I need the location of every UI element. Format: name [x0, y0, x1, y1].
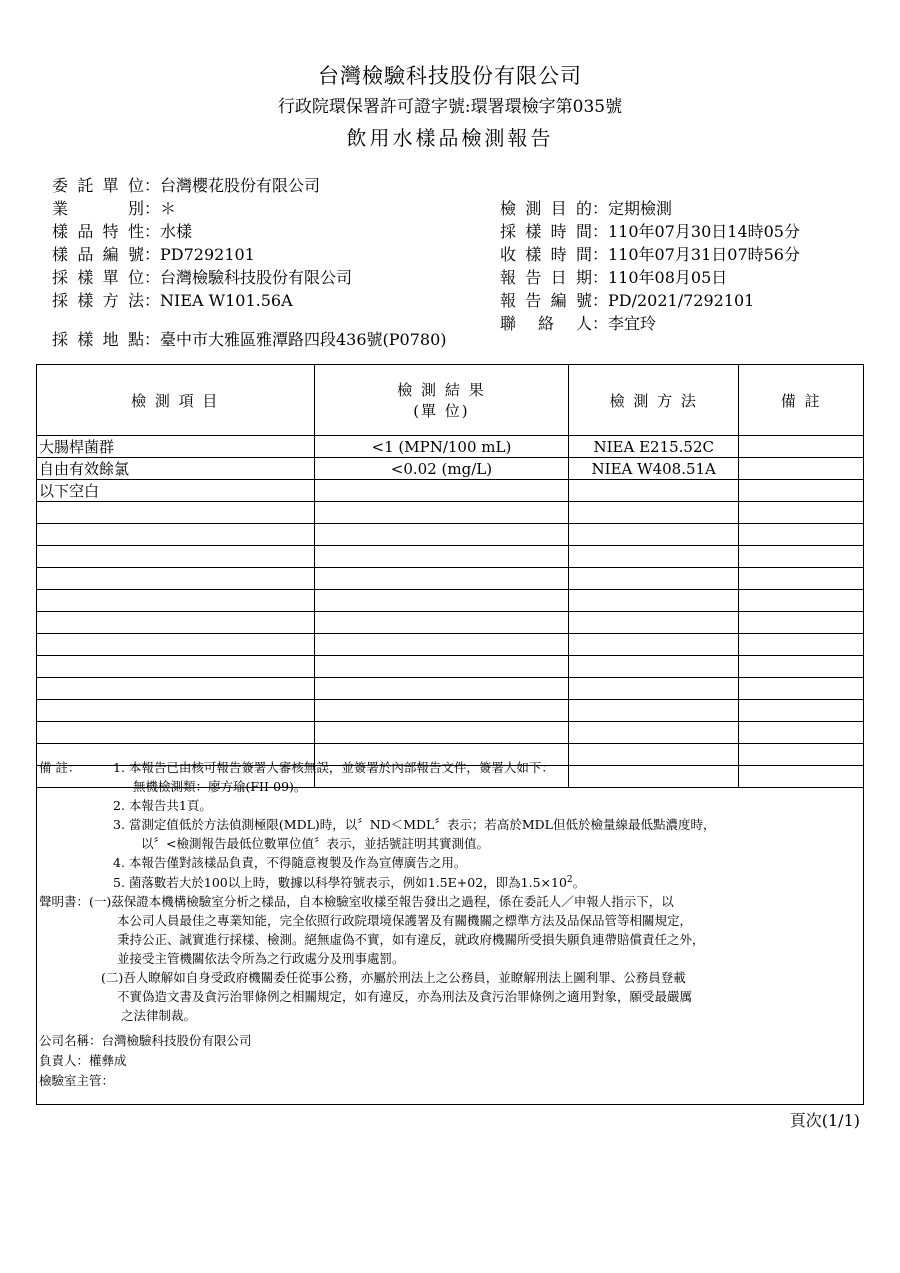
info-value: 110年07月31日07時56分 [608, 245, 800, 264]
info-label: 報告編號 [500, 291, 592, 310]
header-remark: 備 註 [739, 365, 864, 436]
declaration-1b: 本公司人員最佳之專業知能，完全依照行政院環境保護署及有關機關之標準方法及品保品管等相關規定， [117, 913, 693, 928]
info-value: 水樣 [160, 222, 193, 241]
owner-line: 負責人：權彝成 [39, 1053, 127, 1068]
info-value: ＊ [160, 199, 177, 218]
cell-method: NIEA W408.51A [569, 458, 739, 480]
info-value: 定期檢測 [608, 199, 673, 218]
company-name: 台灣檢驗科技股份有限公司 [318, 64, 582, 88]
info-value: 臺中市大雅區雅潭路四段436號(P0780) [160, 330, 447, 349]
info-row-received-time: 收樣時間：110年07月31日07時56分 [500, 245, 800, 264]
info-value: 110年07月30日14時05分 [608, 222, 800, 241]
note-3: 3. 當測定值低於方法偵測極限(MDL)時，以〞ND＜MDL〞表示；若高於MDL但低於檢量線最低點濃度時， [113, 817, 716, 832]
report-title: 飲用水樣品檢測報告 [346, 126, 554, 150]
table-row-empty [37, 722, 864, 744]
results-table [36, 364, 864, 788]
table-row-empty [37, 700, 864, 722]
info-value: 台灣櫻花股份有限公司 [160, 176, 321, 195]
cell-item: 以下空白 [37, 480, 315, 502]
table-row-empty [37, 568, 864, 590]
cell-remark [739, 480, 864, 502]
info-label: 報告日期 [500, 268, 592, 287]
table-row-empty [37, 634, 864, 656]
info-row-method: 採樣方法：NIEA W101.56A [52, 291, 293, 310]
info-label: 樣品編號 [52, 245, 144, 264]
cell-item: 自由有效餘氯 [37, 458, 315, 480]
info-row-report-number: 報告編號：PD/2021/7292101 [500, 291, 755, 310]
info-label: 採樣單位 [52, 268, 144, 287]
header-result: 檢 測 結 果 (單 位) [314, 365, 569, 436]
table-row-empty [37, 546, 864, 568]
info-right [500, 197, 800, 335]
table-row [37, 480, 864, 502]
info-value: NIEA W101.56A [160, 291, 293, 310]
page-number: 頁次(1/1) [789, 1111, 860, 1130]
info-row-client: 委託單位：台灣櫻花股份有限公司 [52, 176, 321, 195]
info-value: PD/2021/7292101 [608, 291, 755, 310]
info-label: 收樣時間 [500, 245, 592, 264]
info-label: 採樣地點 [52, 330, 144, 349]
notes-label: 備 註： [39, 760, 81, 775]
info-label: 業 別 [52, 199, 144, 218]
info-row-sampler: 採樣單位：台灣檢驗科技股份有限公司 [52, 268, 353, 287]
table-header-row [37, 365, 864, 436]
declaration-2a: (二)吾人瞭解如自身受政府機關委任從事公務，亦屬於刑法上之公務員，並瞭解刑法上圖利罪、公務員登載 [101, 970, 686, 985]
info-label: 採樣時間 [500, 222, 592, 241]
cell-result: <1 (MPN/100 mL) [314, 436, 569, 458]
info-value: PD7292101 [160, 245, 255, 264]
table-row [37, 458, 864, 480]
cell-remark [739, 458, 864, 480]
info-row-purpose: 檢測目的：定期檢測 [500, 199, 673, 218]
table-row-empty [37, 612, 864, 634]
table-row-empty [37, 656, 864, 678]
info-row-sample-type: 樣品特性：水樣 [52, 222, 193, 241]
table-row-empty [37, 678, 864, 700]
note-4: 4. 本報告僅對該樣品負責，不得隨意複製及作為宣傳廣告之用。 [113, 855, 467, 870]
notes-box [36, 755, 864, 1105]
declaration-2b: 不實偽造文書及貪污治罪條例之相關規定，如有違反，亦為刑法及貪污治罪條例之適用對象，願受最嚴厲 [117, 989, 693, 1004]
info-label: 聯 絡 人 [500, 314, 592, 333]
note-3-cont: 以〞<檢測報告最低位數單位值〞表示，並括號註明其實測值。 [141, 836, 489, 851]
declaration-1a: (一)茲保證本機構檢驗室分析之樣品，自本檢驗室收樣至報告發出之過程，係在委託人／申報人指示下，以 [89, 894, 674, 909]
table-row [37, 436, 864, 458]
info-label: 樣品特性 [52, 222, 144, 241]
note-1: 1. 本報告已由核可報告簽署人審核無誤，並簽署於內部報告文件，簽署人如下： [113, 760, 554, 775]
cell-remark [739, 436, 864, 458]
cell-item: 大腸桿菌群 [37, 436, 315, 458]
lab-head-line: 檢驗室主管： [39, 1073, 115, 1088]
note-2: 2. 本報告共1頁。 [113, 798, 212, 813]
info-label: 委託單位 [52, 176, 144, 195]
info-value: 李宜玲 [608, 314, 657, 333]
license-number: 行政院環保署許可證字號:環署環檢字第035號 [277, 97, 623, 117]
declaration-1d: 並接受主管機關依法令所為之行政處分及刑事處罰。 [117, 951, 405, 966]
table-row-empty [37, 590, 864, 612]
header-method: 檢 測 方 法 [569, 365, 739, 436]
info-row-report-date: 報告日期：110年08月05日 [500, 268, 728, 287]
cell-method: NIEA E215.52C [569, 436, 739, 458]
company-line: 公司名稱：台灣檢驗科技股份有限公司 [39, 1033, 252, 1048]
declaration-label: 聲明書： [39, 894, 90, 909]
declaration-1c: 秉持公正、誠實進行採樣、檢測。絕無虛偽不實，如有違反，就政府機關所受損失願負連帶賠償責任之外， [117, 932, 705, 947]
info-label: 採樣方法 [52, 291, 144, 310]
cell-result [314, 480, 569, 502]
info-row-contact: 聯 絡 人：李宜玲 [500, 314, 657, 333]
header-item: 檢 測 項 目 [37, 365, 315, 436]
info-row-sampling-time: 採樣時間：110年07月30日14時05分 [500, 222, 800, 241]
cell-result: <0.02 (mg/L) [314, 458, 569, 480]
table-row-empty [37, 524, 864, 546]
cell-method [569, 480, 739, 502]
info-row-sample-id: 樣品編號：PD7292101 [52, 245, 255, 264]
table-row-empty [37, 502, 864, 524]
info-value: 台灣檢驗科技股份有限公司 [160, 268, 353, 287]
declaration-2c: 之法律制裁。 [121, 1008, 197, 1023]
info-value: 110年08月05日 [608, 268, 728, 287]
info-row-industry: 業 別：＊ [52, 199, 177, 218]
info-row-location: 採樣地點：臺中市大雅區雅潭路四段436號(P0780) [52, 330, 447, 349]
info-left [52, 174, 352, 312]
note-1-signer: 無機檢測類：廖方瑜(FII-09)。 [133, 779, 307, 794]
info-label: 檢測目的 [500, 199, 592, 218]
note-5: 5. 菌落數若大於100以上時，數據以科學符號表示，例如1.5E+02，即為$1.5\times 10^2$。 [113, 874, 586, 890]
